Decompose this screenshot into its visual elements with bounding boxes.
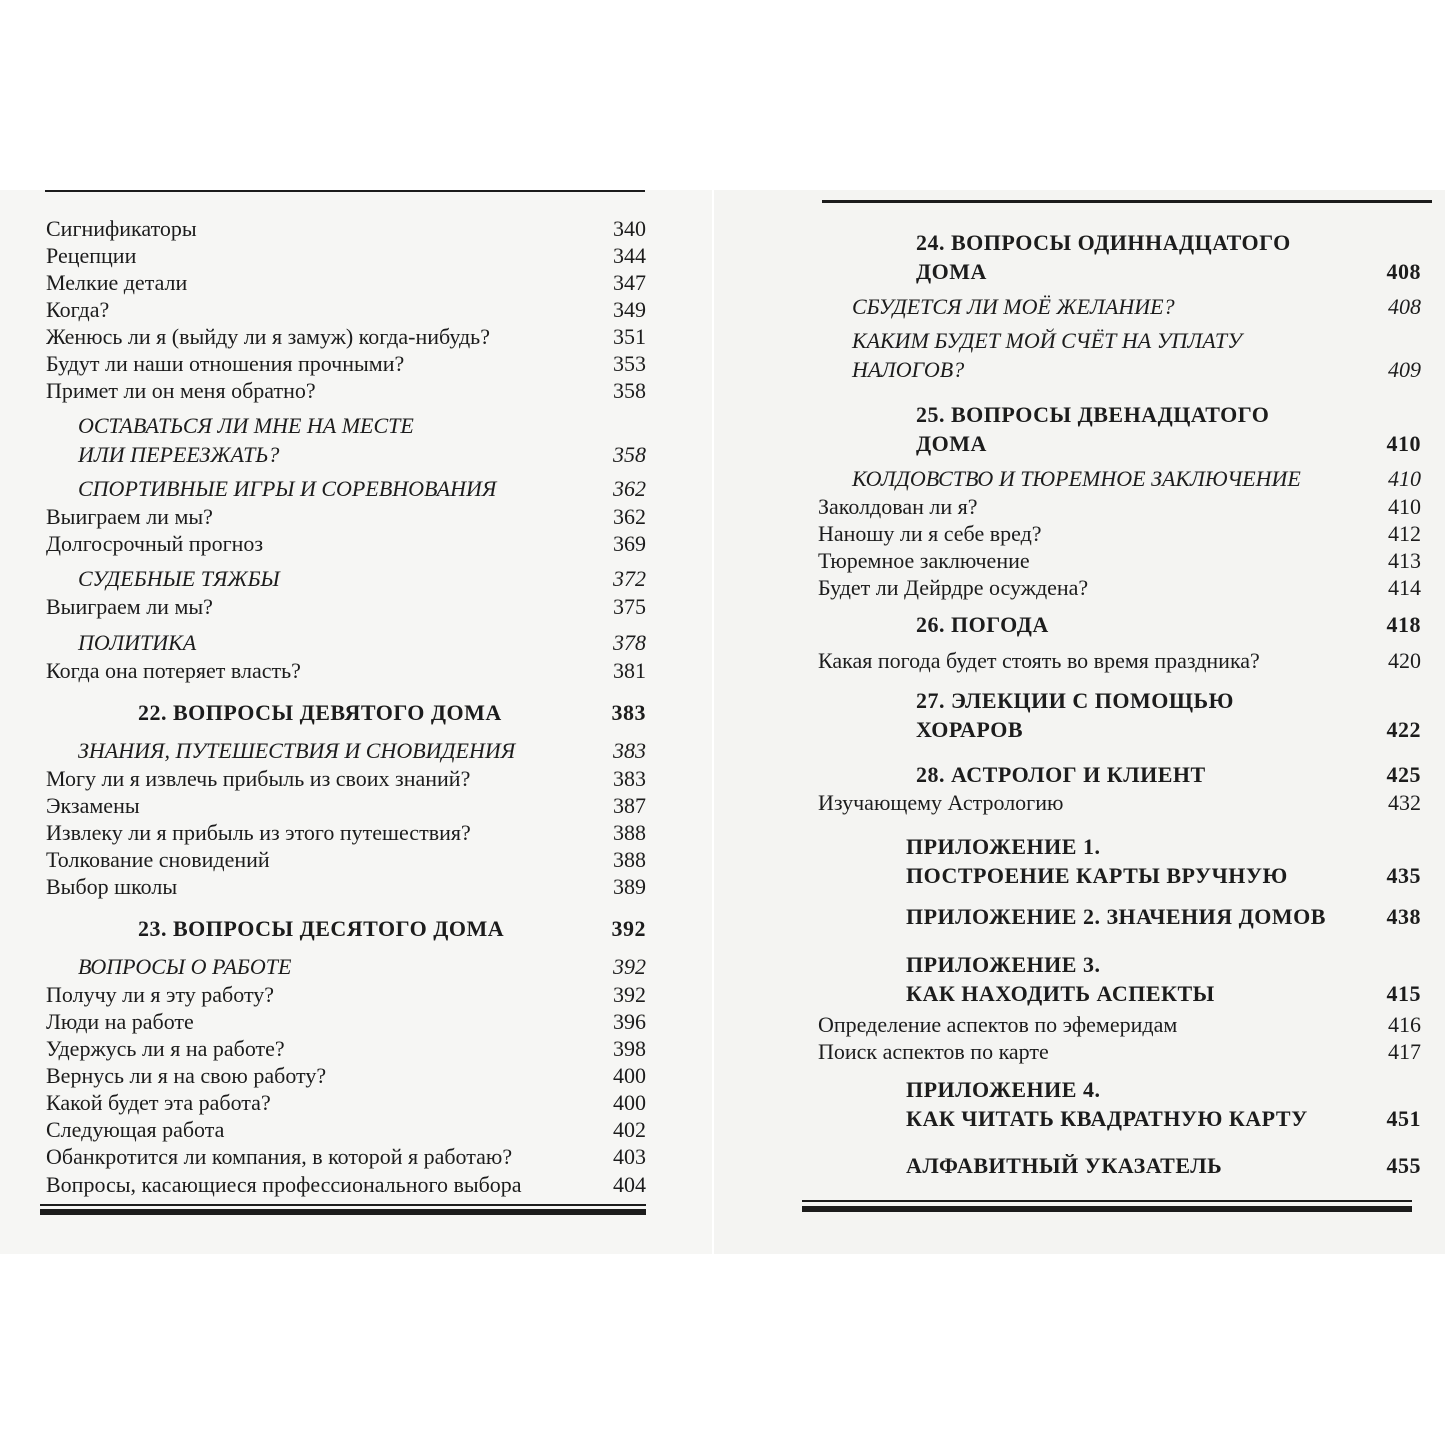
toc-entry-page: 398 — [613, 1036, 646, 1061]
toc-entry-title: Тюремное заключение — [818, 548, 1030, 573]
toc-entry-page: 432 — [1388, 790, 1421, 815]
toc-entry-page: 392 — [611, 916, 646, 941]
toc-entry — [916, 228, 1421, 286]
toc-entry-page: 378 — [613, 630, 646, 655]
toc-entry-page: 413 — [1388, 548, 1421, 573]
toc-entry-page: 414 — [1388, 575, 1421, 600]
toc-entry-title: Изучающему Астрологию — [818, 790, 1064, 815]
toc-entry-page: 389 — [613, 874, 646, 899]
toc-entry — [906, 1075, 1421, 1133]
toc-entry-title: Долгосрочный прогноз — [46, 531, 264, 556]
toc-entry-title: 24. ВОПРОСЫ ОДИННАДЦАТОГО ДОМА — [916, 230, 1291, 284]
toc-entry — [46, 658, 646, 684]
toc-entry-title: СУДЕБНЫЕ ТЯЖБЫ — [78, 566, 280, 591]
toc-entry-title: Получу ли я эту работу? — [46, 982, 275, 1007]
toc-entry-title: Могу ли я извлечь прибыль из своих знаний? — [46, 766, 471, 791]
toc-entry-title: Женюсь ли я (выйду ли я замуж) когда-нибудь? — [46, 324, 490, 349]
toc-entry-page: 455 — [1386, 1153, 1421, 1178]
toc-entry-title: Вопросы, касающиеся профессионального выбора — [46, 1172, 522, 1197]
toc-entry-page: 392 — [613, 982, 646, 1007]
toc-entry — [818, 648, 1421, 674]
toc-entry-page: 418 — [1386, 612, 1421, 637]
toc-entry-title: 22. ВОПРОСЫ ДЕВЯТОГО ДОМА — [138, 700, 502, 725]
toc-entry-title: 25. ВОПРОСЫ ДВЕНАДЦАТОГО ДОМА — [916, 402, 1270, 456]
toc-entry-page: 383 — [613, 738, 646, 763]
toc-entry-page: 369 — [613, 531, 646, 556]
right-page — [714, 190, 1445, 1254]
toc-entry — [46, 1063, 646, 1089]
toc-entry-title: ОСТАВАТЬСЯ ЛИ МНЕ НА МЕСТЕ ИЛИ ПЕРЕЕЗЖАТЬ? — [78, 413, 414, 467]
toc-entry — [78, 630, 646, 656]
toc-entry-page: 403 — [613, 1144, 646, 1169]
toc-entry — [46, 1036, 646, 1062]
toc-entry-title: КОЛДОВСТВО И ТЮРЕМНОЕ ЗАКЛЮЧЕНИЕ — [852, 466, 1301, 491]
toc-entry — [852, 466, 1421, 492]
toc-entry-page: 422 — [1386, 717, 1421, 742]
toc-entry-page: 358 — [613, 442, 646, 467]
toc-entry-page: 412 — [1388, 521, 1421, 546]
toc-entry-title: 27. ЭЛЕКЦИИ С ПОМОЩЬЮ ХОРАРОВ — [916, 688, 1234, 742]
toc-entry-page: 410 — [1388, 494, 1421, 519]
toc-entry — [46, 1117, 646, 1143]
toc-entry-page: 408 — [1386, 259, 1421, 284]
toc-entry — [906, 1153, 1421, 1179]
toc-entry-title: Рецепции — [46, 243, 137, 268]
toc-entry — [818, 1039, 1421, 1065]
toc-entry-page: 417 — [1388, 1039, 1421, 1064]
toc-entry-title: Примет ли он меня обратно? — [46, 378, 316, 403]
toc-entry — [818, 1012, 1421, 1038]
toc-entry-page: 400 — [613, 1063, 646, 1088]
toc-entry — [46, 504, 646, 530]
toc-entry-page: 375 — [613, 594, 646, 619]
toc-entry-page: 388 — [613, 820, 646, 845]
toc-entry — [46, 1144, 646, 1170]
toc-entry — [906, 832, 1421, 890]
toc-entry-page: 435 — [1386, 863, 1421, 888]
toc-entry — [78, 411, 646, 469]
toc-entry-page: 347 — [613, 270, 646, 295]
toc-entry — [46, 847, 646, 873]
toc-entry-title: Обанкротится ли компания, в которой я работаю? — [46, 1144, 513, 1169]
toc-entry — [818, 494, 1421, 520]
bottom-rule-thick — [802, 1206, 1412, 1212]
toc-entry-page: 402 — [613, 1117, 646, 1142]
toc-entry-title: Сигнификаторы — [46, 216, 197, 241]
toc-entry-page: 451 — [1386, 1106, 1421, 1131]
toc-left — [0, 190, 712, 1254]
toc-entry — [46, 594, 646, 620]
toc-entry — [46, 874, 646, 900]
toc-entry — [46, 531, 646, 557]
toc-entry-title: Экзамены — [46, 793, 140, 818]
toc-entry-title: Будут ли наши отношения прочными? — [46, 351, 405, 376]
toc-entry-title: 28. АСТРОЛОГ И КЛИЕНТ — [916, 762, 1206, 787]
toc-entry-title: 23. ВОПРОСЫ ДЕСЯТОГО ДОМА — [138, 916, 505, 941]
toc-entry-page: 381 — [613, 658, 646, 683]
toc-entry-title: Какой будет эта работа? — [46, 1090, 271, 1115]
toc-entry-page: 438 — [1386, 904, 1421, 929]
toc-entry-page: 383 — [611, 700, 646, 725]
toc-entry-page: 416 — [1388, 1012, 1421, 1037]
toc-entry — [78, 566, 646, 592]
toc-entry-title: ПРИЛОЖЕНИЕ 2. ЗНАЧЕНИЯ ДОМОВ — [906, 904, 1326, 929]
toc-entry-title: Вернусь ли я на свою работу? — [46, 1063, 327, 1088]
toc-entry-title: Заколдован ли я? — [818, 494, 978, 519]
toc-entry — [46, 351, 646, 377]
toc-entry-title: Будет ли Дейрдре осуждена? — [818, 575, 1089, 600]
toc-entry-title: Какая погода будет стоять во время праздника? — [818, 648, 1260, 673]
toc-entry-page: 362 — [613, 504, 646, 529]
toc-entry-page: 392 — [613, 954, 646, 979]
toc-entry — [46, 324, 646, 350]
toc-entry-title: ПРИЛОЖЕНИЕ 1. ПОСТРОЕНИЕ КАРТЫ ВРУЧНУЮ — [906, 834, 1288, 888]
toc-entry-page: 410 — [1388, 466, 1421, 491]
toc-entry-page: 349 — [613, 297, 646, 322]
toc-entry — [818, 521, 1421, 547]
toc-entry-title: Толкование сновидений — [46, 847, 270, 872]
toc-entry-page: 362 — [613, 476, 646, 501]
toc-entry-title: СПОРТИВНЫЕ ИГРЫ И СОРЕВНОВАНИЯ — [78, 476, 497, 501]
toc-entry-page: 415 — [1386, 981, 1421, 1006]
toc-entry-page: 383 — [613, 766, 646, 791]
toc-entry — [138, 700, 646, 726]
toc-entry-title: ЗНАНИЯ, ПУТЕШЕСТВИЯ И СНОВИДЕНИЯ — [78, 738, 516, 763]
toc-entry-title: ПРИЛОЖЕНИЕ 3. КАК НАХОДИТЬ АСПЕКТЫ — [906, 952, 1215, 1006]
toc-entry — [818, 548, 1421, 574]
toc-entry-page: 400 — [613, 1090, 646, 1115]
toc-entry — [818, 575, 1421, 601]
toc-entry — [916, 762, 1421, 788]
toc-entry-page: 353 — [613, 351, 646, 376]
toc-entry-title: Поиск аспектов по карте — [818, 1039, 1049, 1064]
toc-entry — [46, 1172, 646, 1198]
toc-entry-title: Выбор школы — [46, 874, 178, 899]
toc-entry — [906, 950, 1421, 1008]
toc-entry — [138, 916, 646, 942]
toc-entry — [916, 400, 1421, 458]
toc-entry-title: Следующая работа — [46, 1117, 225, 1142]
bottom-rule-thin — [802, 1200, 1412, 1202]
toc-entry — [852, 326, 1421, 384]
toc-entry-page: 420 — [1388, 648, 1421, 673]
toc-entry-title: Извлеку ли я прибыль из этого путешествия? — [46, 820, 471, 845]
toc-entry-title: КАКИМ БУДЕТ МОЙ СЧЁТ НА УПЛАТУ НАЛОГОВ? — [852, 328, 1242, 382]
toc-entry-page: 358 — [613, 378, 646, 403]
toc-entry — [906, 904, 1421, 930]
toc-entry — [46, 766, 646, 792]
toc-entry-title: Мелкие детали — [46, 270, 188, 295]
toc-entry — [852, 294, 1421, 320]
toc-entry — [46, 1009, 646, 1035]
toc-entry-title: Наношу ли я себе вред? — [818, 521, 1042, 546]
toc-entry — [916, 686, 1421, 744]
toc-entry — [78, 738, 646, 764]
toc-entry — [818, 790, 1421, 816]
toc-entry — [46, 378, 646, 404]
toc-entry-page: 408 — [1388, 294, 1421, 319]
toc-entry-title: СБУДЕТСЯ ЛИ МОЁ ЖЕЛАНИЕ? — [852, 294, 1175, 319]
toc-entry-title: ПРИЛОЖЕНИЕ 4. КАК ЧИТАТЬ КВАДРАТНУЮ КАРТУ — [906, 1077, 1308, 1131]
left-page — [0, 190, 712, 1254]
toc-entry — [78, 954, 646, 980]
toc-entry-title: Определение аспектов по эфемеридам — [818, 1012, 1178, 1037]
toc-entry-title: Люди на работе — [46, 1009, 194, 1034]
toc-entry — [78, 476, 646, 502]
toc-entry — [46, 297, 646, 323]
toc-entry-page: 387 — [613, 793, 646, 818]
toc-entry — [46, 820, 646, 846]
toc-entry-page: 351 — [613, 324, 646, 349]
toc-entry — [46, 243, 646, 269]
toc-entry — [916, 612, 1421, 638]
toc-entry-title: Когда она потеряет власть? — [46, 658, 301, 683]
toc-entry — [46, 982, 646, 1008]
toc-entry-page: 396 — [613, 1009, 646, 1034]
bottom-rule-thin — [40, 1204, 646, 1206]
toc-entry-page: 388 — [613, 847, 646, 872]
toc-entry-title: Удержусь ли я на работе? — [46, 1036, 285, 1061]
toc-entry-title: ВОПРОСЫ О РАБОТЕ — [78, 954, 292, 979]
toc-entry-page: 372 — [613, 566, 646, 591]
toc-entry — [46, 793, 646, 819]
toc-right — [714, 190, 1445, 1254]
toc-entry-page: 340 — [613, 216, 646, 241]
bottom-rule-thick — [40, 1209, 646, 1215]
toc-entry-page: 404 — [613, 1172, 646, 1197]
toc-entry-title: Выиграем ли мы? — [46, 594, 213, 619]
toc-entry-page: 410 — [1386, 431, 1421, 456]
toc-entry — [46, 1090, 646, 1116]
toc-entry-page: 425 — [1386, 762, 1421, 787]
toc-entry-page: 409 — [1388, 357, 1421, 382]
toc-entry-title: АЛФАВИТНЫЙ УКАЗАТЕЛЬ — [906, 1153, 1223, 1178]
toc-entry-title: ПОЛИТИКА — [78, 630, 197, 655]
toc-entry-title: 26. ПОГОДА — [916, 612, 1049, 637]
toc-entry-page: 344 — [613, 243, 646, 268]
toc-entry-title: Выиграем ли мы? — [46, 504, 213, 529]
toc-entry — [46, 216, 646, 242]
toc-entry-title: Когда? — [46, 297, 110, 322]
toc-entry — [46, 270, 646, 296]
